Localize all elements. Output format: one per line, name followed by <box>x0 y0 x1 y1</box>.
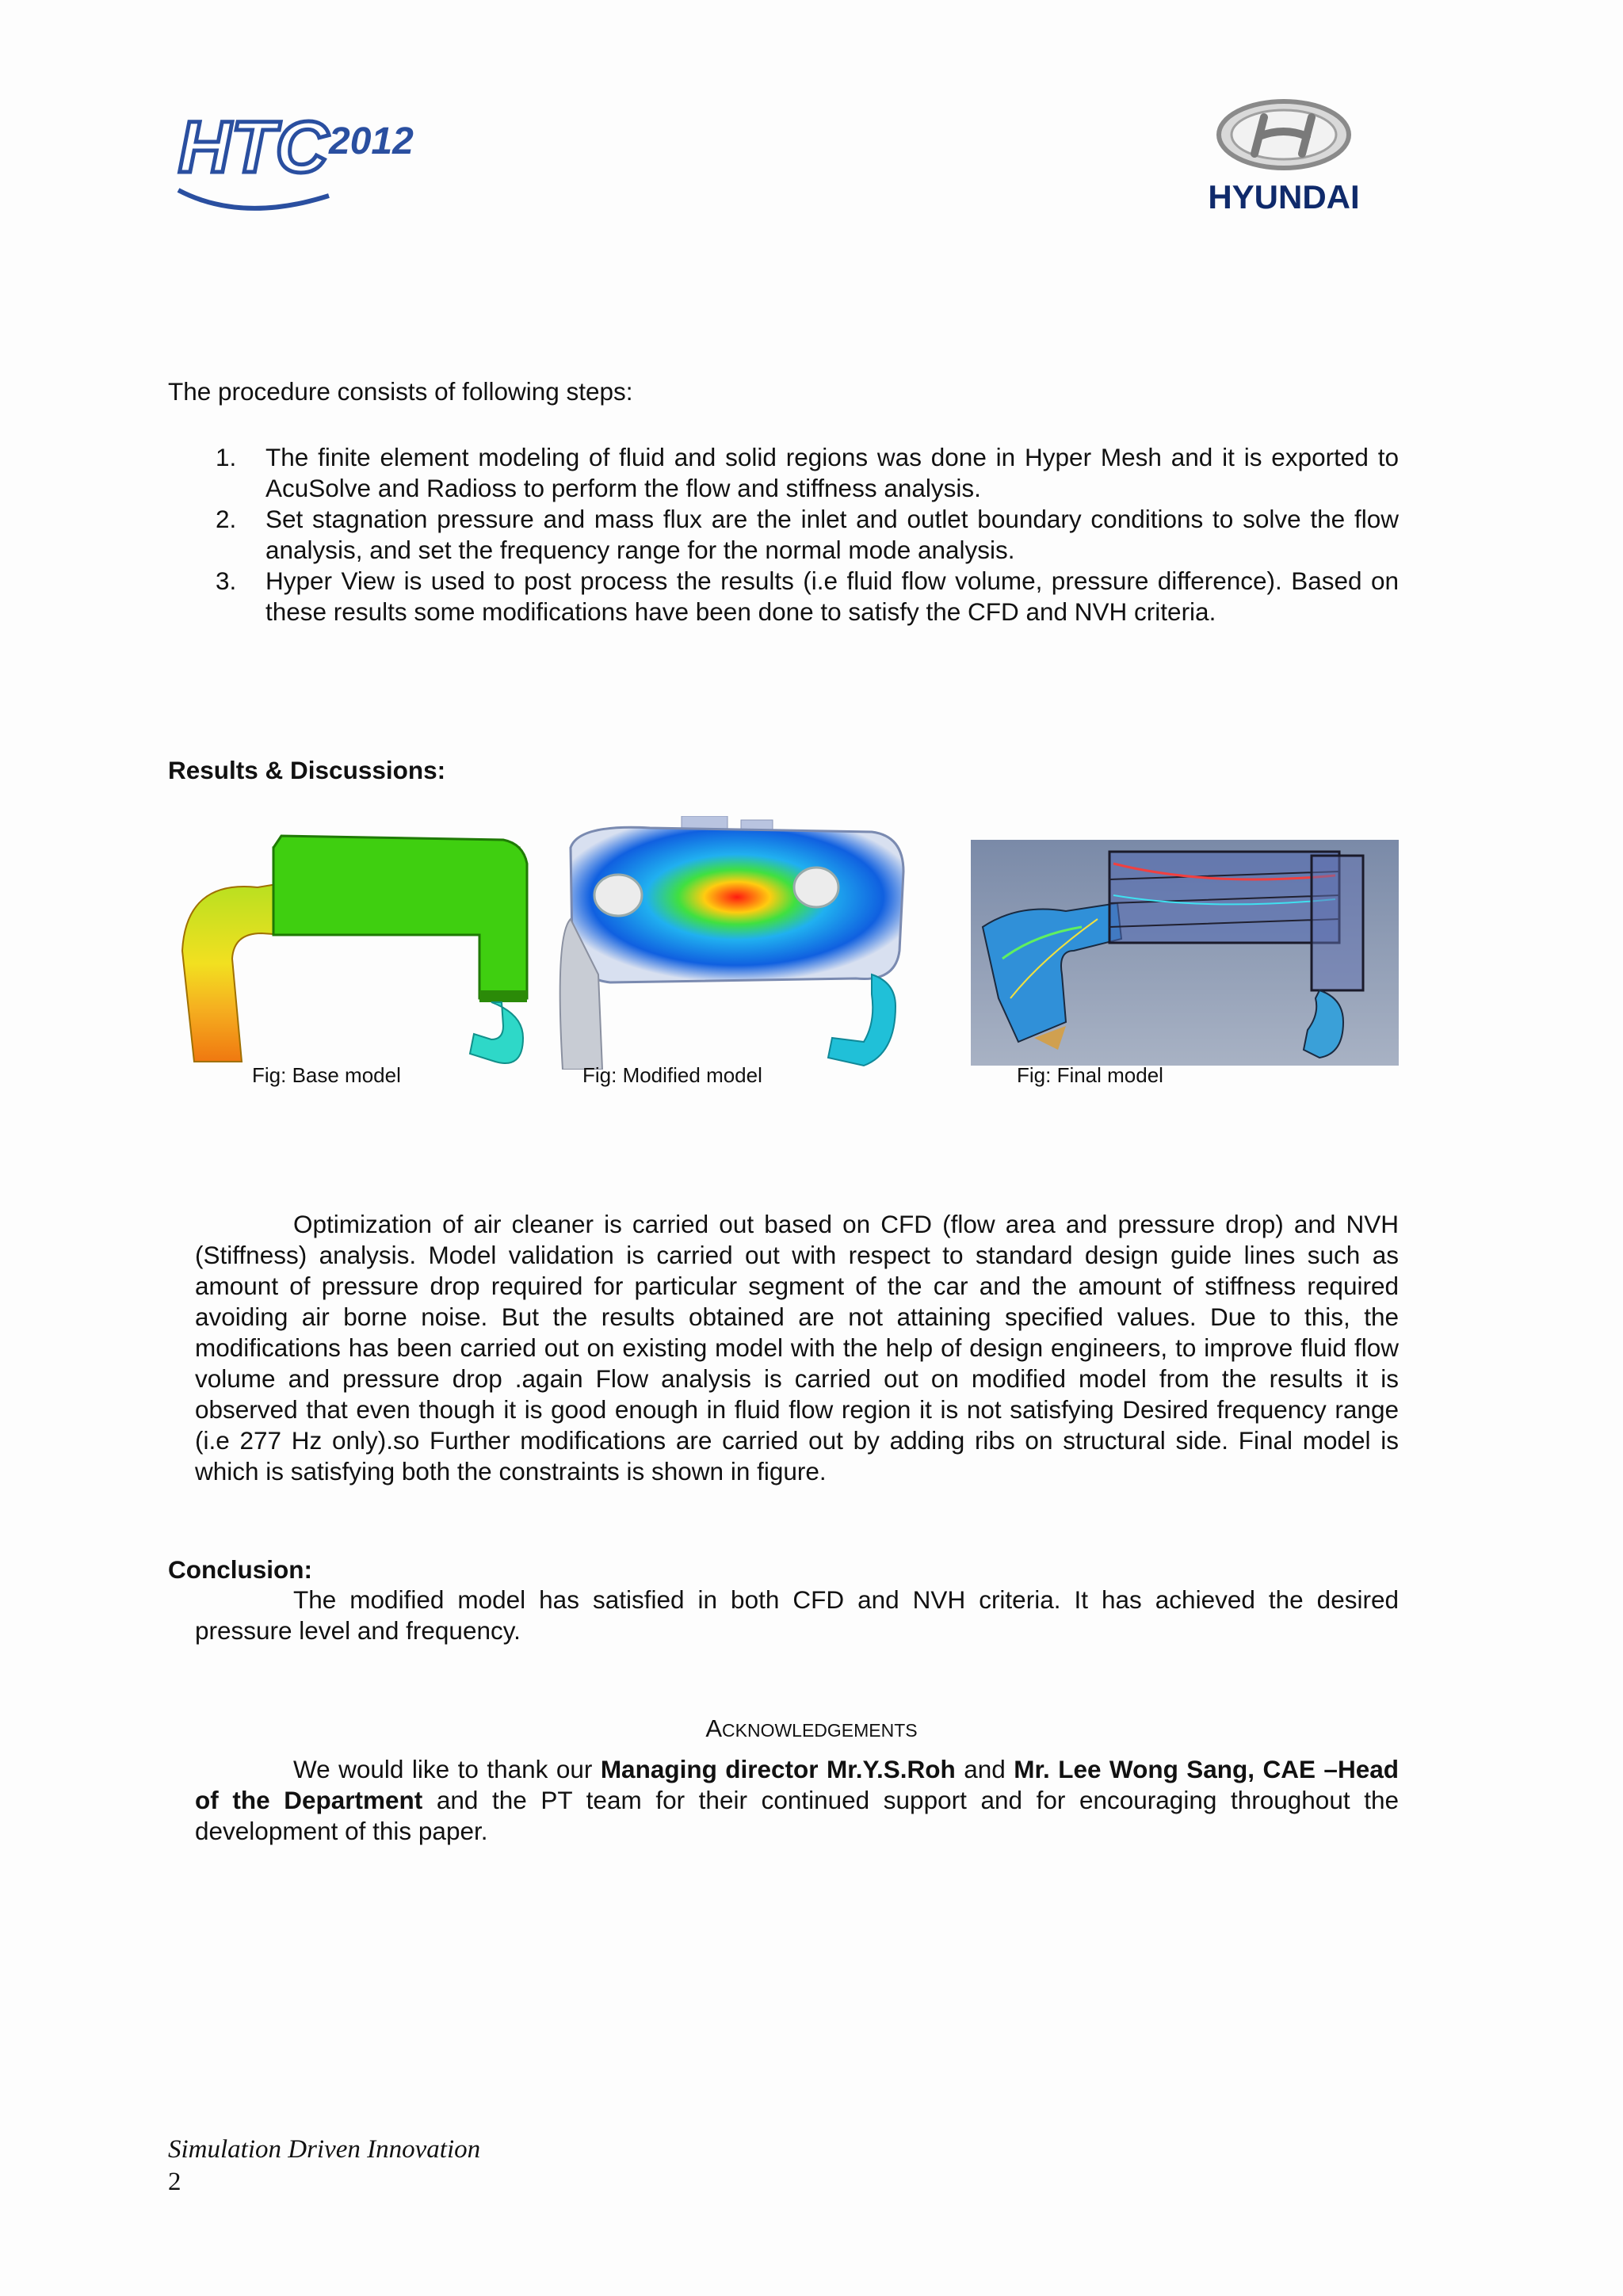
ack-heading-initial: A <box>705 1714 723 1742</box>
base-model-caption: Fig: Base model <box>252 1063 401 1087</box>
acknowledgements-paragraph <box>195 1754 1399 1847</box>
conclusion-paragraph <box>195 1585 1399 1646</box>
ack-bold-cae-head: Mr. Lee Wong Sang, CAE –Head of the Department <box>195 1755 1399 1814</box>
step-number: 2. <box>216 505 237 533</box>
optimization-text: Optimization of air cleaner is carried out based on CFD (flow area and pressure drop) and NVH (Stiffness) analysis. Model validation is carried out with respect to standard design guide lines such as amount of pressure drop required for particular segment of the car and the amount of stiffness required avoiding air borne noise. But the results obtained are not attaining specified values. Due to this, the modifications has been carried out on existing model with the help of design engineers, to improve fluid flow volume and pressure drop .again Flow analysis is carried out on modified model from the results it is observed that even though it is good enough in fluid flow region it is not satisfying Desired frequency range (i.e 277 Hz only).so Further modifications are carried out by adding ribs on structural side. Final model is which is satisfying both the constraints is shown in figure. <box>195 1210 1399 1486</box>
step-text: Set stagnation pressure and mass flux are the inlet and outlet boundary conditions to solve the flow analysis, and set the frequency range for the normal mode analysis. <box>265 505 1399 564</box>
ack-text-1: We would like to thank our <box>293 1755 601 1783</box>
footer-title: Simulation Driven Innovation <box>168 2135 481 2164</box>
results-heading: Results & Discussions: <box>168 756 446 784</box>
ack-text-2: and <box>955 1755 1014 1783</box>
acknowledgements-heading <box>0 1714 1623 1743</box>
procedure-steps <box>168 442 1399 627</box>
modified-model-figure <box>555 816 939 1070</box>
ack-text-3: and the PT team for their continued support and for encouraging throughout the development of this paper. <box>195 1786 1399 1845</box>
step-item <box>168 442 1399 504</box>
ack-heading-rest: CKNOWLEDGEMENTS <box>722 1720 918 1741</box>
conclusion-heading: Conclusion: <box>168 1555 312 1584</box>
base-model-figure <box>170 832 535 1070</box>
intro-text: The procedure consists of following steps: <box>168 377 633 406</box>
htc-2012-logo <box>170 97 444 215</box>
optimization-paragraph <box>195 1209 1399 1487</box>
final-model-caption: Fig: Final model <box>1017 1063 1163 1087</box>
modified-model-caption: Fig: Modified model <box>582 1063 762 1087</box>
conclusion-text: The modified model has satisfied in both CFD and NVH criteria. It has achieved the desired pressure level and frequency. <box>195 1585 1399 1645</box>
htc-logo-text: HTC <box>178 107 329 188</box>
final-model-figure <box>971 840 1399 1066</box>
step-text: The finite element modeling of fluid and solid regions was done in Hyper Mesh and it is exported to AcuSolve and Radioss to perform the flow and stiffness analysis. <box>265 443 1399 502</box>
htc-logo-year: 2012 <box>329 120 414 162</box>
step-number: 3. <box>216 566 237 595</box>
step-text: Hyper View is used to post process the results (i.e fluid flow volume, pressure difference). Based on these results some modifications have been done to satisfy the CFD and NVH criteria. <box>265 566 1399 626</box>
step-item <box>168 504 1399 566</box>
step-item <box>168 566 1399 627</box>
hyundai-logo-text: HYUNDAI <box>1208 178 1360 215</box>
step-number: 1. <box>216 443 237 471</box>
page-number: 2 <box>168 2168 181 2196</box>
ack-bold-managing-director: Managing director Mr.Y.S.Roh <box>600 1755 956 1783</box>
hyundai-logo <box>1177 95 1391 222</box>
